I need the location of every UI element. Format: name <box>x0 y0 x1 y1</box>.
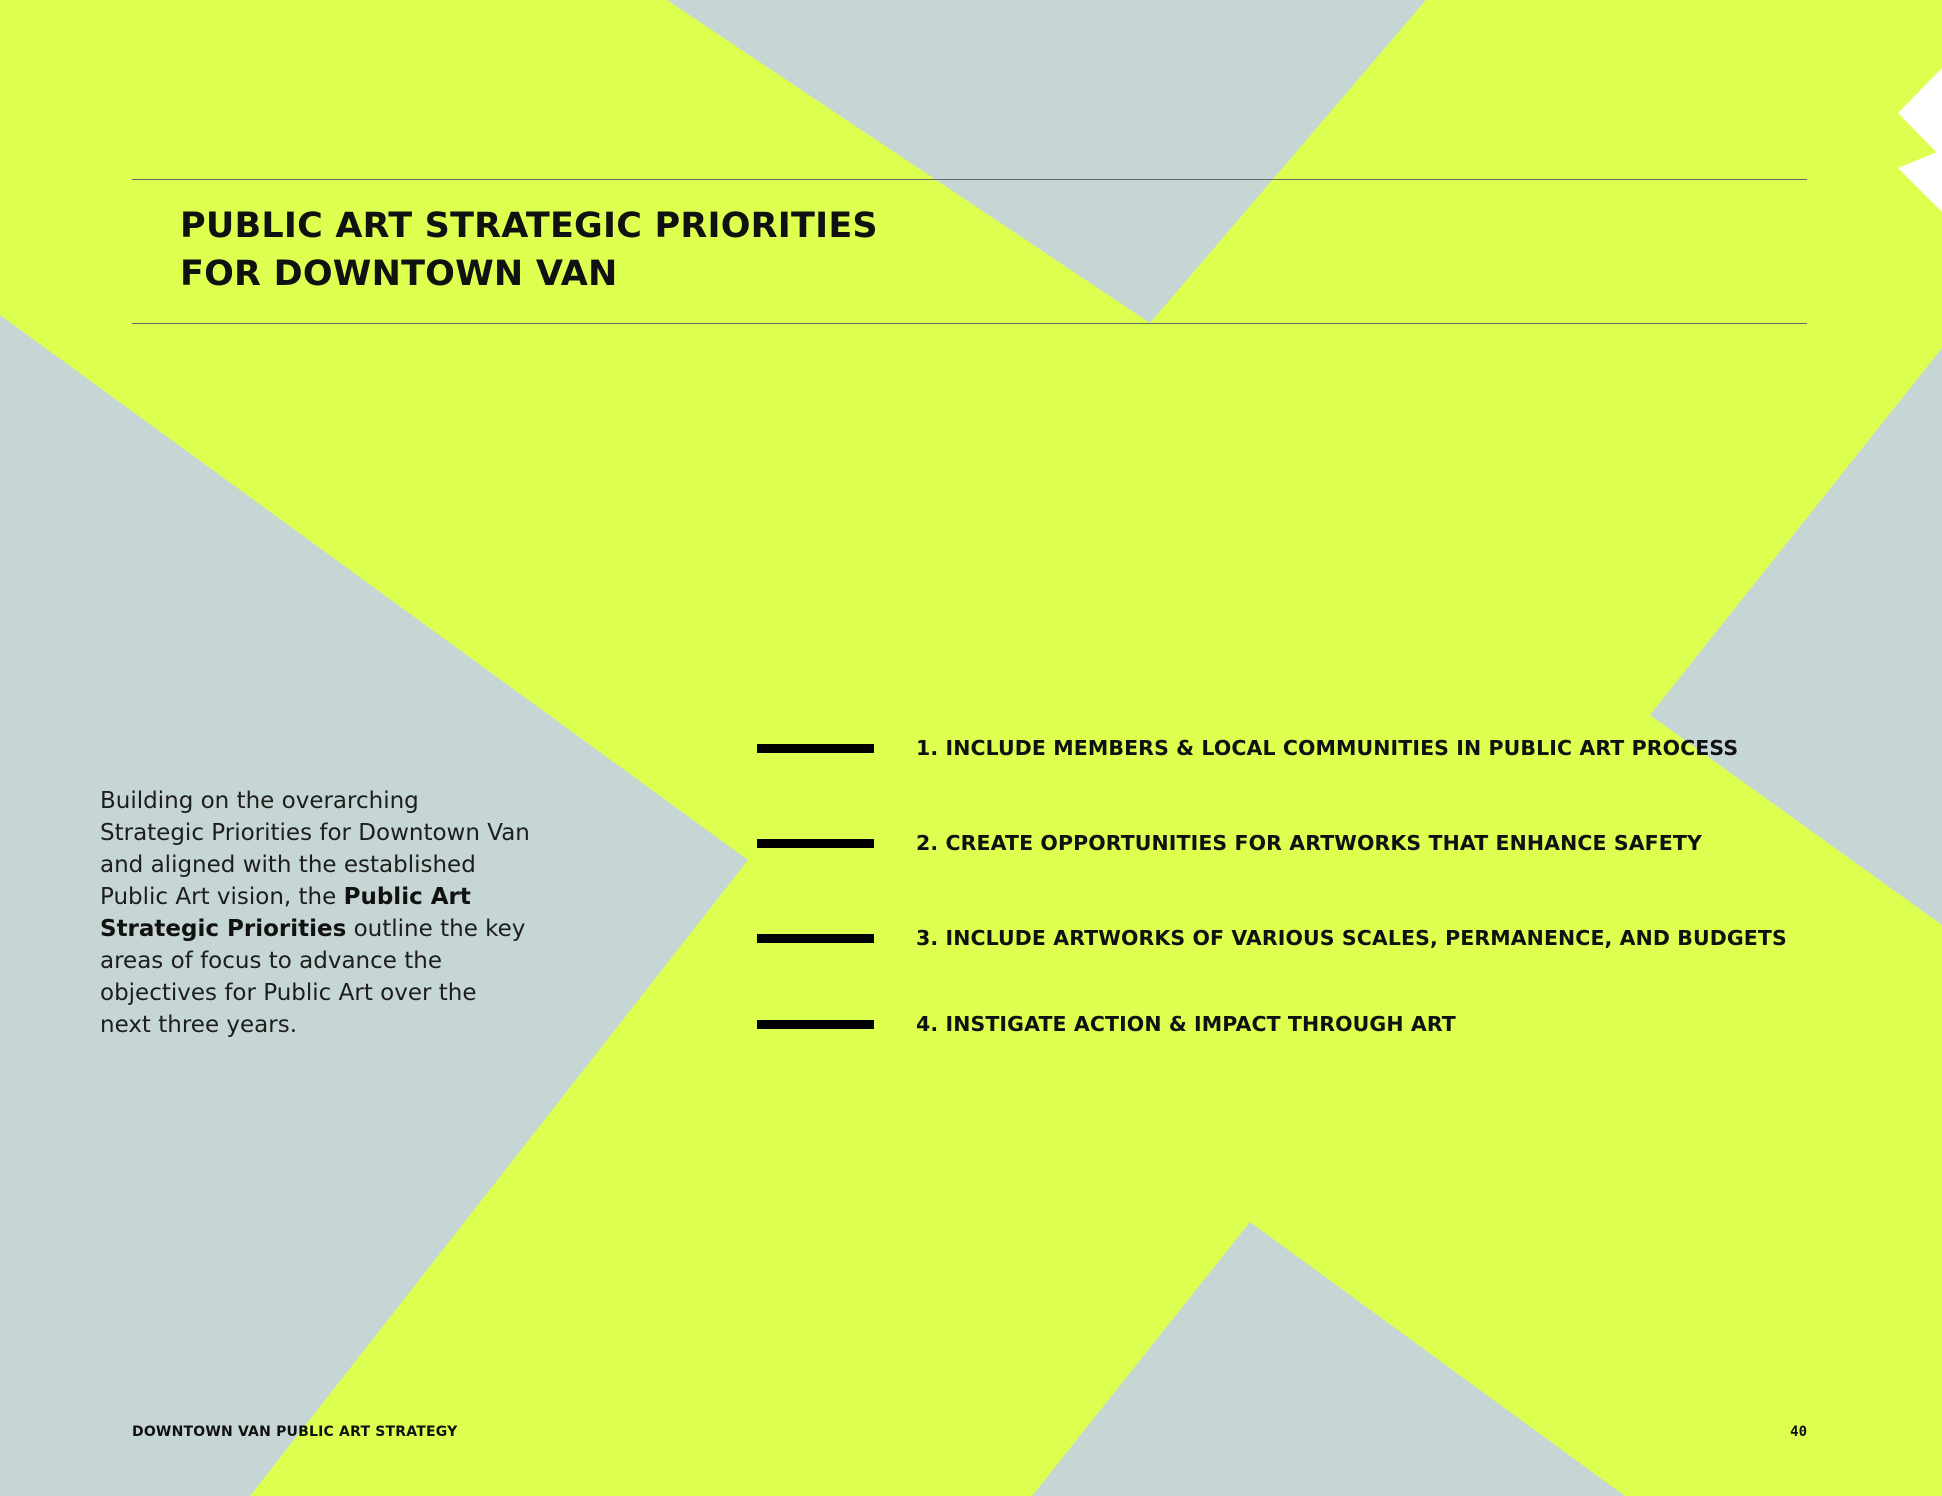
priority-dash-4 <box>757 1020 874 1029</box>
priority-item-2 <box>757 828 1702 858</box>
priority-dash-2 <box>757 839 874 848</box>
footer-document-title: DOWNTOWN VAN PUBLIC ART STRATEGY <box>132 1424 458 1440</box>
page-title-line-1: PUBLIC ART STRATEGIC PRIORITIES <box>180 206 878 246</box>
intro-text-start: Building on the overarching Strategic Priorities for Downtown Van and aligned with the established Public Art vision, the <box>100 788 530 910</box>
priority-label-3: 3. INCLUDE ARTWORKS OF VARIOUS SCALES, PERMANENCE, AND BUDGETS <box>916 926 1787 950</box>
priority-item-3 <box>757 923 1787 953</box>
footer-page-number: 40 <box>1790 1424 1807 1440</box>
intro-paragraph <box>100 785 530 1041</box>
priority-label-1: 1. INCLUDE MEMBERS & LOCAL COMMUNITIES IN PUBLIC ART PROCESS <box>916 736 1739 760</box>
intro-text-end: outline the key areas of focus to advance the objectives for Public Art over the next three years. <box>100 916 526 1038</box>
priority-dash-3 <box>757 934 874 943</box>
priority-dash-1 <box>757 744 874 753</box>
intro-bold-phrase: Public Art Strategic Priorities <box>100 884 471 942</box>
page-title-line-2: FOR DOWNTOWN VAN <box>180 254 618 294</box>
priority-item-4 <box>757 1009 1456 1039</box>
priority-label-2: 2. CREATE OPPORTUNITIES FOR ARTWORKS THAT ENHANCE SAFETY <box>916 831 1702 855</box>
priorities-list <box>757 0 1787 1496</box>
priority-item-1 <box>757 733 1738 763</box>
priority-label-4: 4. INSTIGATE ACTION & IMPACT THROUGH ART <box>916 1012 1456 1036</box>
